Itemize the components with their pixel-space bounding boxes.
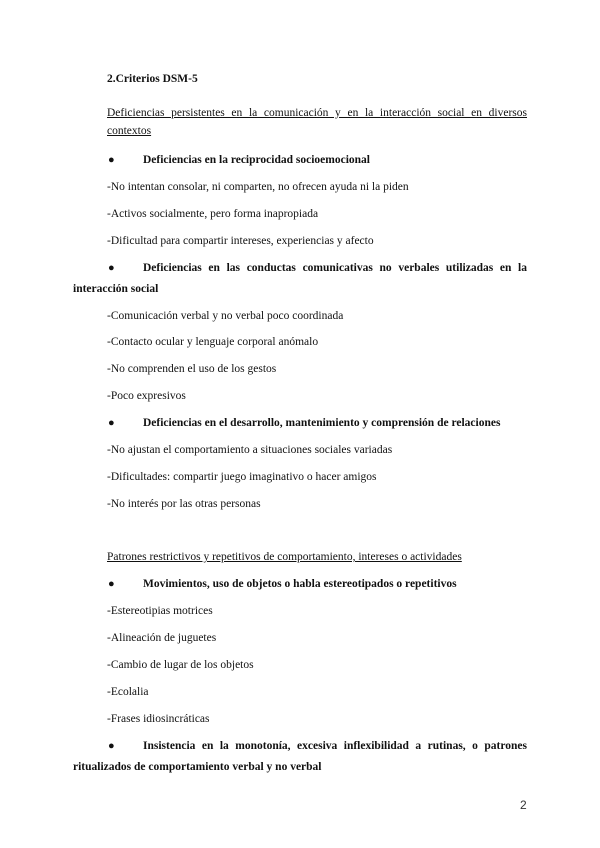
- list-item: -Contacto ocular y lenguaje corporal anómalo: [107, 336, 319, 348]
- bullet-icon: ●: [108, 262, 115, 274]
- section-a-heading-line1: Deficiencias persistentes en la comunicación y en la interacción social en diversos: [107, 107, 527, 119]
- group-b2-title-line2: ritualizados de comportamiento verbal y no verbal: [73, 761, 322, 773]
- bullet-icon: ●: [108, 578, 115, 590]
- group-a2-title-line1: Deficiencias en las conductas comunicativas no verbales utilizadas en la: [143, 262, 527, 274]
- list-item: -Dificultad para compartir intereses, experiencias y afecto: [107, 235, 374, 247]
- section-b-heading: Patrones restrictivos y repetitivos de comportamiento, intereses o actividades: [107, 551, 462, 563]
- bullet-icon: ●: [108, 740, 115, 752]
- list-item: -Frases idiosincráticas: [107, 713, 210, 725]
- section-a-heading-line2: contextos: [107, 125, 152, 137]
- list-item: -Alineación de juguetes: [107, 632, 217, 644]
- group-b1-title: Movimientos, uso de objetos o habla estereotipados o repetitivos: [143, 578, 457, 590]
- list-item: -No intentan consolar, ni comparten, no ofrecen ayuda ni la piden: [107, 181, 409, 193]
- section-title: 2.Criterios DSM-5: [107, 73, 198, 85]
- group-b2-title-line1: Insistencia en la monotonía, excesiva inflexibilidad a rutinas, o patrones: [143, 740, 527, 752]
- bullet-icon: ●: [108, 417, 115, 429]
- group-a2-title-line2: interacción social: [73, 283, 159, 295]
- group-a3-title: Deficiencias en el desarrollo, mantenimiento y comprensión de relaciones: [143, 417, 501, 429]
- list-item: -Dificultades: compartir juego imaginativo o hacer amigos: [107, 471, 377, 483]
- bullet-icon: ●: [108, 154, 115, 166]
- list-item: -Comunicación verbal y no verbal poco coordinada: [107, 310, 344, 322]
- list-item: -Cambio de lugar de los objetos: [107, 659, 254, 671]
- list-item: -Estereotipias motrices: [107, 605, 213, 617]
- list-item: -Ecolalia: [107, 686, 149, 698]
- list-item: -No interés por las otras personas: [107, 498, 261, 510]
- list-item: -No ajustan el comportamiento a situaciones sociales variadas: [107, 444, 393, 456]
- list-item: -No comprenden el uso de los gestos: [107, 363, 277, 375]
- group-a1-title: Deficiencias en la reciprocidad socioemocional: [143, 154, 370, 166]
- page-number: 2: [520, 798, 527, 812]
- list-item: -Poco expresivos: [107, 390, 186, 402]
- list-item: -Activos socialmente, pero forma inapropiada: [107, 208, 319, 220]
